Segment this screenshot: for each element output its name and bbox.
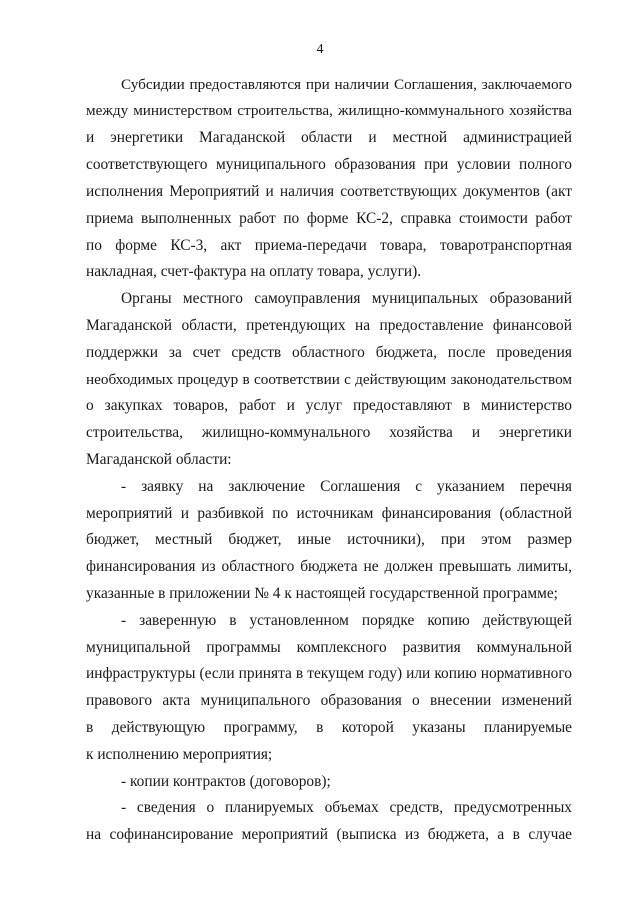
page-number: 4: [316, 42, 324, 57]
text-line: финансирования из областного бюджета не должен превышать лимиты,: [86, 558, 572, 575]
text-line: Магаданской области:: [86, 451, 232, 468]
text-line: Субсидии предоставляются при наличии Соглашения, заключаемого: [121, 76, 572, 93]
text-line: правового акта муниципального образования о внесении изменений: [86, 692, 572, 709]
text-line: Органы местного самоуправления муниципальных образований: [121, 290, 572, 307]
text-line: накладная, счет-фактура на оплату товара, услуги).: [86, 263, 422, 280]
text-line: и энергетики Магаданской области и местной администрацией: [86, 129, 572, 146]
list-item-line: - заявку на заключение Соглашения с указанием перечня: [121, 478, 572, 495]
text-line: к исполнению мероприятия;: [86, 746, 273, 763]
text-line: исполнения Мероприятий и наличия соответствующих документов (акт: [86, 183, 572, 200]
text-line: Магаданской области, претендующих на предоставление финансовой: [86, 317, 572, 334]
text-line: в действующую программу, в которой указаны планируемые: [86, 719, 572, 736]
text-line: мероприятий и разбивкой по источникам финансирования (областной: [86, 505, 572, 522]
text-line: между министерством строительства, жилищно-коммунального хозяйства: [86, 102, 572, 119]
text-line: необходимых процедур в соответствии с действующим законодательством: [86, 371, 572, 388]
text-line: муниципальной программы комплексного развития коммунальной: [86, 639, 572, 656]
list-item-line: - сведения о планируемых объемах средств, предусмотренных: [121, 799, 572, 816]
text-line: поддержки за счет средств областного бюджета, после проведения: [86, 344, 572, 361]
text-line: инфраструктуры (если принята в текущем году) или копию нормативного: [86, 665, 572, 682]
list-item-line: - заверенную в установленном порядке копию действующей: [121, 612, 572, 629]
text-line: приема выполненных работ по форме КС-2, справка стоимости работ: [86, 210, 572, 227]
text-line: по форме КС-3, акт приема-передачи товара, товаротранспортная: [86, 237, 572, 254]
text-line: о закупках товаров, работ и услуг предоставляют в министерство: [86, 397, 572, 414]
list-item-line: - копии контрактов (договоров);: [121, 773, 331, 790]
text-line: строительства, жилищно-коммунального хозяйства и энергетики: [86, 424, 572, 441]
text-line: бюджет, местный бюджет, иные источники), при этом размер: [86, 531, 572, 548]
text-line: указанные в приложении № 4 к настоящей государственной программе;: [86, 585, 558, 602]
text-line: соответствующего муниципального образования при условии полного: [86, 156, 572, 173]
text-line: на софинансирование мероприятий (выписка из бюджета, а в случае: [86, 826, 572, 843]
